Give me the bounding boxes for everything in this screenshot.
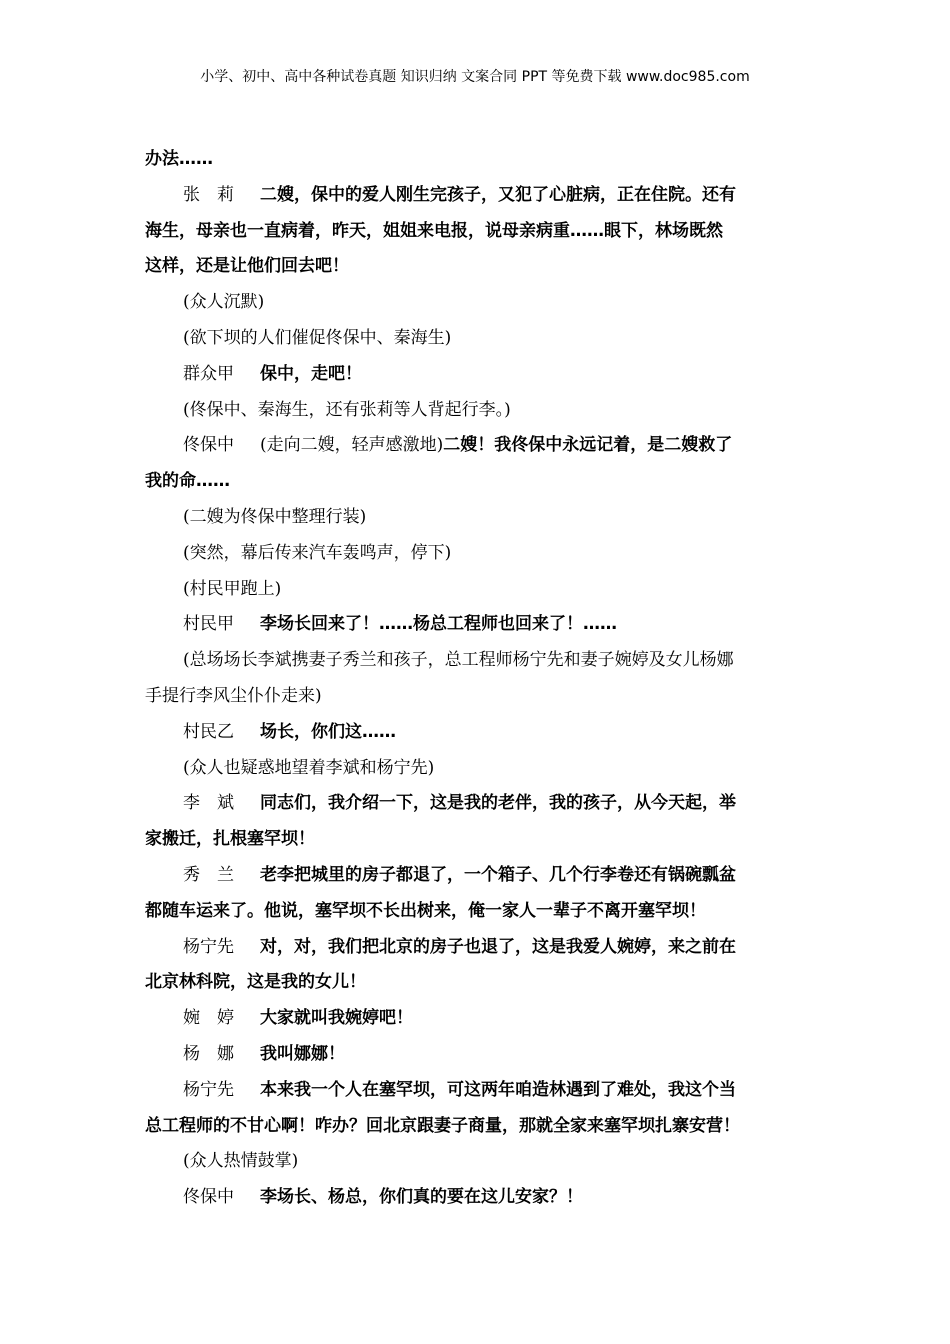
dialogue-line [145,1180,810,1216]
dialogue-line [145,607,810,643]
text-line [145,822,810,858]
dialogue-text: 办法…… [145,149,213,169]
stage-direction [145,679,810,715]
stage-direction [145,500,810,536]
stage-direction [145,536,810,572]
stage-direction-text: (突然，幕后传来汽车轰鸣声，停下) [183,542,452,563]
speaker-name: 佟保中 [183,1187,234,1208]
stage-direction [145,1144,810,1180]
stage-direction [145,321,810,357]
dialogue-text: 二嫂！我佟保中永远记着，是二嫂救了 [443,435,733,456]
stage-direction-text: (佟保中、秦海生，还有张莉等人背起行李。) [183,399,511,420]
dialogue-text: 我的命…… [145,471,230,492]
dialogue-line [145,715,810,751]
stage-direction [145,751,810,787]
text-line [145,249,810,285]
speaker-name: 群众甲 [183,363,234,384]
text-line [145,894,810,930]
stage-direction [145,572,810,608]
dialogue-line [145,1001,810,1037]
speaker-name: 张 莉 [183,184,234,205]
speaker-name: 杨 娜 [183,1043,234,1064]
stage-direction [145,643,810,679]
dialogue-text: 老李把城里的房子都退了，一个箱子、几个行李卷还有锅碗瓢盆 [260,864,736,885]
dialogue-text: 这样，还是让他们回去吧！ [145,256,349,277]
stage-direction-text: (二嫂为佟保中整理行装) [183,506,367,527]
text-line [145,965,810,1001]
stage-direction-text: (总场场长李斌携妻子秀兰和孩子，总工程师杨宁先和妻子婉婷及女儿杨娜 [183,650,734,671]
stage-direction-text: (走向二嫂，轻声感激地) [260,435,444,456]
text-line [145,214,810,250]
dialogue-text: 同志们，我介绍一下，这是我的老伴，我的孩子，从今天起，举 [260,793,736,814]
text-line [145,464,810,500]
dialogue-text: 大家就叫我婉婷吧！ [260,1008,413,1029]
dialogue-line [145,930,810,966]
speaker-name: 李 斌 [183,793,234,814]
stage-direction-text: (欲下坝的人们催促佟保中、秦海生) [183,327,452,348]
speaker-name: 杨宁先 [183,1079,234,1100]
dialogue-text: 保中，走吧！ [260,363,362,384]
stage-direction-text: (众人沉默) [183,292,265,313]
dialogue-text: 北京林科院，这是我的女儿！ [145,972,366,993]
dialogue-line [145,357,810,393]
dialogue-text: 李场长回来了！……杨总工程师也回来了！…… [260,614,617,635]
dialogue-text: 总工程师的不甘心啊！咋办？回北京跟妻子商量，那就全家来塞罕坝扎寨安营！ [145,1115,740,1136]
stage-direction-text: (村民甲跑上) [183,578,282,599]
stage-direction-text: 手提行李风尘仆仆走来) [145,685,322,706]
dialogue-text: 都随车运来了。他说，塞罕坝不长出树来，俺一家人一辈子不离开塞罕坝！ [145,900,706,921]
script-body [145,142,810,1216]
dialogue-text: 我叫娜娜！ [260,1043,345,1064]
dialogue-line [145,428,810,464]
speaker-name: 杨宁先 [183,936,234,957]
stage-direction-text: (众人热情鼓掌) [183,1151,299,1172]
dialogue-line [145,1037,810,1073]
dialogue-line [145,1073,810,1109]
text-line [145,1109,810,1145]
text-line [145,142,810,178]
dialogue-text: 二嫂，保中的爱人刚生完孩子，又犯了心脏病，正在住院。还有 [260,184,736,205]
stage-direction-text: (众人也疑惑地望着李斌和杨宁先) [183,757,435,778]
speaker-name: 佟保中 [183,435,234,456]
speaker-name: 村民乙 [183,721,234,742]
dialogue-text: 家搬迁，扎根塞罕坝！ [145,829,315,850]
stage-direction [145,285,810,321]
speaker-name: 秀 兰 [183,864,234,885]
dialogue-text: 本来我一个人在塞罕坝，可这两年咱造林遇到了难处，我这个当 [260,1079,736,1100]
speaker-name: 婉 婷 [183,1008,234,1029]
dialogue-text: 李场长、杨总，你们真的要在这儿安家？！ [260,1187,583,1208]
dialogue-text: 场长，你们这…… [260,721,396,742]
stage-direction [145,393,810,429]
speaker-name: 村民甲 [183,614,234,635]
dialogue-text: 对，对，我们把北京的房子也退了，这是我爱人婉婷，来之前在 [260,936,736,957]
dialogue-line [145,858,810,894]
dialogue-text: 海生，母亲也一直病着，昨天，姐姐来电报，说母亲病重……眼下，林场既然 [145,220,723,241]
page-header: 小学、初中、高中各种试卷真题 知识归纳 文案合同 PPT 等免费下载 www.doc985.com [200,69,750,85]
dialogue-line [145,786,810,822]
dialogue-line [145,178,810,214]
